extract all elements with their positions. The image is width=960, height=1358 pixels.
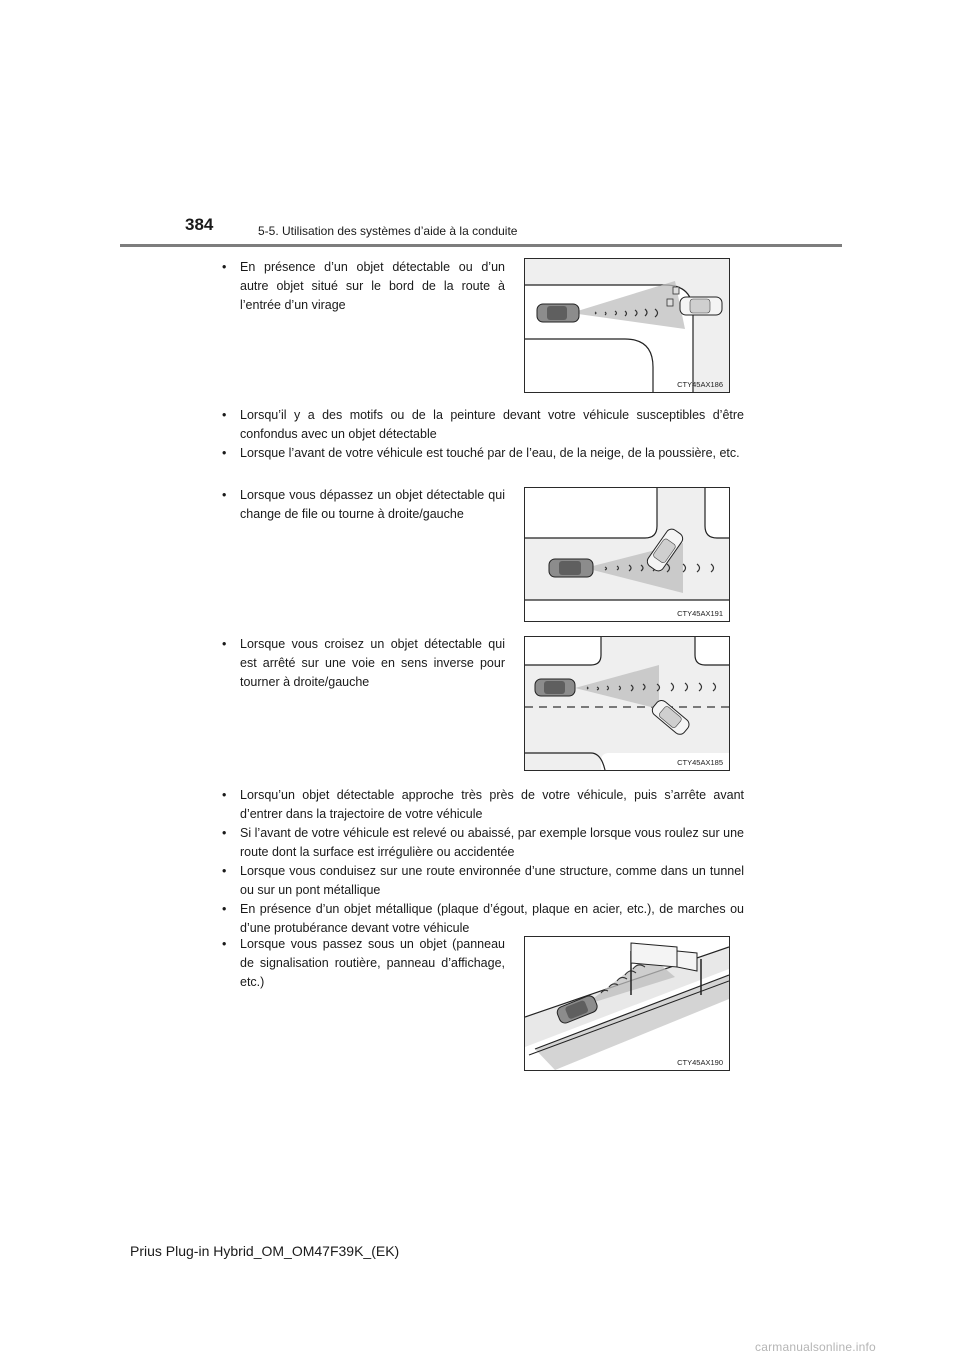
overhead-sign-illustration bbox=[525, 937, 729, 1070]
figure-curve-roadside-object bbox=[524, 258, 730, 393]
bullet-text: Lorsque vous croisez un objet détectable qui est arrêté sur une voie en sens inverse pour tourner à droite/gauche bbox=[240, 637, 505, 689]
header-divider bbox=[120, 244, 842, 247]
bullet-symbol: • bbox=[222, 864, 227, 878]
figure-code: CTY45AX185 bbox=[677, 758, 723, 767]
figure-overhead-sign bbox=[524, 936, 730, 1071]
bullet-text: Lorsqu’un objet détectable approche très près de votre véhicule, puis s’arrête avant d’entrer dans la trajectoire de votre véhicule bbox=[240, 788, 744, 821]
bullet-item bbox=[222, 786, 744, 824]
bullet-symbol: • bbox=[222, 937, 227, 951]
own-car-icon bbox=[535, 679, 575, 696]
bullet-symbol: • bbox=[222, 902, 227, 916]
figure-code: CTY45AX186 bbox=[677, 380, 723, 389]
bullet-text: Lorsque vous dépassez un objet détectable qui change de file ou tourne à droite/gauche bbox=[240, 488, 505, 521]
bullet-symbol: • bbox=[222, 260, 227, 274]
bullet-item bbox=[222, 444, 744, 463]
own-car-icon bbox=[537, 304, 579, 322]
bullet-item bbox=[222, 900, 744, 938]
figure-turning-vehicle bbox=[524, 487, 730, 622]
bullet-symbol: • bbox=[222, 826, 227, 840]
bullet-text: Si l’avant de votre véhicule est relevé ou abaissé, par exemple lorsque vous roulez sur une route dont la surface est irrégulière ou accidentée bbox=[240, 826, 744, 859]
watermark: carmanualsonline.info bbox=[755, 1340, 876, 1354]
bullet-text: Lorsque vous conduisez sur une route environnée d’une structure, comme dans un tunnel ou sur un pont métallique bbox=[240, 864, 744, 897]
document-name: Prius Plug-in Hybrid_OM_OM47F39K_(EK) bbox=[130, 1243, 400, 1259]
intersection-illustration bbox=[525, 488, 729, 621]
oncoming-lane-illustration bbox=[525, 637, 729, 770]
bullet-text: Lorsque vous passez sous un objet (panneau de signalisation routière, panneau d’affichage, etc.) bbox=[240, 937, 505, 989]
bullet-symbol: • bbox=[222, 637, 227, 651]
bullet-item bbox=[222, 824, 744, 862]
bullet-text: En présence d’un objet métallique (plaque d’égout, plaque en acier, etc.), de marches ou d’une protubérance devant votre véhicule bbox=[240, 902, 744, 935]
page-number: 384 bbox=[185, 215, 214, 234]
bullet-item bbox=[222, 406, 744, 444]
curve-illustration bbox=[525, 259, 729, 392]
bullet-symbol: • bbox=[222, 788, 227, 802]
bullet-item bbox=[222, 635, 505, 692]
bullet-symbol: • bbox=[222, 488, 227, 502]
figure-code: CTY45AX191 bbox=[677, 609, 723, 618]
bullet-symbol: • bbox=[222, 446, 227, 460]
bullet-text: En présence d’un objet détectable ou d’un autre objet situé sur le bord de la route à l’entrée d’un virage bbox=[240, 260, 505, 312]
bullet-item bbox=[222, 862, 744, 900]
bullet-item bbox=[222, 486, 505, 524]
bullet-text: Lorsque l’avant de votre véhicule est touché par de l’eau, de la neige, de la poussière, etc. bbox=[240, 446, 740, 460]
own-car-icon bbox=[549, 559, 593, 577]
bullet-text: Lorsqu’il y a des motifs ou de la peinture devant votre véhicule susceptibles d’être confondus avec un objet détectable bbox=[240, 408, 744, 441]
bullet-item bbox=[222, 258, 505, 315]
section-title: 5-5. Utilisation des systèmes d’aide à la conduite bbox=[258, 224, 518, 238]
figure-code: CTY45AX190 bbox=[677, 1058, 723, 1067]
parked-car-icon bbox=[680, 297, 722, 315]
bullet-item bbox=[222, 935, 505, 992]
figure-oncoming-stopped-vehicle bbox=[524, 636, 730, 771]
bullet-symbol: • bbox=[222, 408, 227, 422]
